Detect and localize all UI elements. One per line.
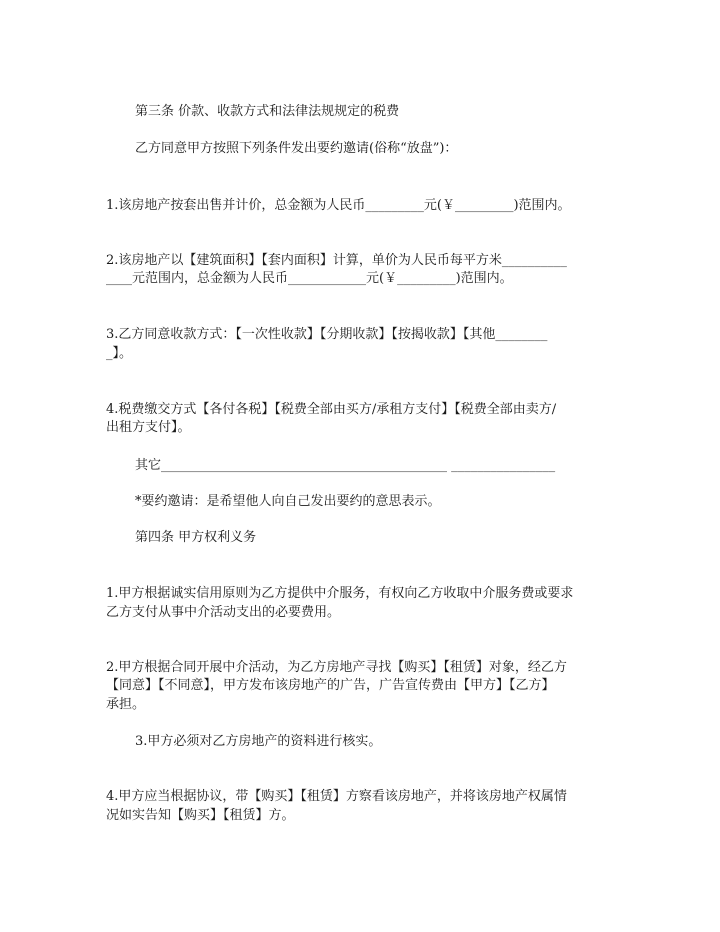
clause-3-2-line-2: ____元范围内，总金额为人民币____________元(￥_________)范围内。: [106, 271, 513, 286]
clause-4-1-line-2: 乙方支付从事中介活动支出的必要费用。: [106, 605, 341, 620]
other-line: 其它____________________________________________ ________________: [135, 458, 556, 473]
clause-4-2-line-2: 【同意】【不同意】，甲方发布该房地产的广告，广告宣传费由【甲方】【乙方】: [106, 678, 555, 693]
clause-3-3-line-2: _】。: [106, 346, 133, 361]
article-4-title: 第四条 甲方权利义务: [135, 530, 257, 545]
clause-3-4-line-1: 4.税费缴交方式【各付各税】【税费全部由买方/承租方支付】【税费全部由卖方/: [106, 402, 557, 417]
clause-4-3: 3.甲方必须对乙方房地产的资料进行核实。: [135, 734, 382, 749]
clause-4-1-line-1: 1.甲方根据诚实信用原则为乙方提供中介服务，有权向乙方收取中介服务费或要求: [106, 586, 574, 601]
clause-4-2-line-1: 2.甲方根据合同开展中介活动，为乙方房地产寻找【购买】【租赁】对象，经乙方: [106, 660, 567, 675]
clause-4-4-line-1: 4.甲方应当根据协议，带【购买】【租赁】方察看该房地产，并将该房地产权属情: [106, 789, 567, 804]
article-3-intro: 乙方同意甲方按照下列条件发出要约邀请(俗称“放盘”)：: [135, 141, 458, 156]
clause-3-3-line-1: 3.乙方同意收款方式：【一次性收款】【分期收款】【按揭收款】【其他________: [106, 327, 548, 342]
clause-3-1: 1.该房地产按套出售并计价，总金额为人民币_________元(￥_________)范围内。: [106, 198, 571, 213]
article-3-title: 第三条 价款、收款方式和法律法规规定的税费: [135, 104, 400, 119]
clause-4-4-line-2: 况如实告知【购买】【租赁】方。: [106, 808, 295, 823]
clause-4-2-line-3: 承担。: [106, 697, 146, 712]
clause-3-2-line-1: 2.该房地产以【建筑面积】【套内面积】计算，单价为人民币每平方米__________: [106, 253, 567, 268]
offer-invitation-note: *要约邀请：是希望他人向自己发出要约的意思表示。: [135, 494, 441, 509]
clause-3-4-line-2: 出租方支付】。: [106, 420, 191, 435]
